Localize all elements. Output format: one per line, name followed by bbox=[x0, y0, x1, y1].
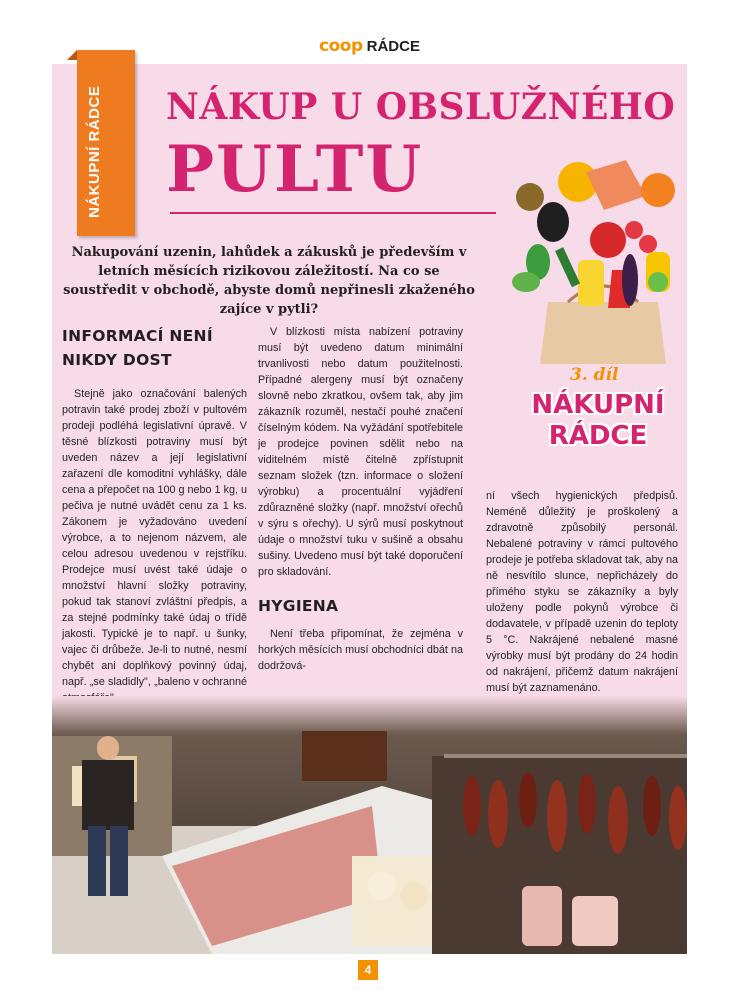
vegetable-bag-illustration bbox=[508, 152, 678, 366]
paragraph-hygiene-continued: ní všech hygienických předpisů. Neméně důležitý je proškolený a zdravotně způsobilý personál. Nebalené potraviny v rámci pultového prodeje je potřeba skladovat tak, aby na ně nesvítilo slunce, nepřicházely do přímého styku se zákazníky a byly uloženy podle pokynů výrobce či dodavatele, v případě uzenin do teploty 5 °C. Nakrájené nebalené masné výrobky musí být prodány do 24 hodin od nakrájení, přičemž datum nakrájení musí být zaznamenáno. bbox=[486, 490, 678, 694]
paragraph-hygiene-start: Není třeba připomínat, že zejména v horkých měsících musí obchodníci dbát na dodržová- bbox=[258, 628, 463, 672]
article-title-line1: NÁKUP U OBSLUŽNÉHO bbox=[166, 86, 676, 128]
ribbon-fold bbox=[67, 50, 77, 60]
title-divider bbox=[170, 212, 496, 214]
column-1 bbox=[62, 324, 247, 706]
page-number: 4 bbox=[358, 960, 378, 980]
series-badge bbox=[528, 390, 668, 452]
deli-counter-photo bbox=[52, 696, 687, 954]
article-title-line2: PULTU bbox=[166, 132, 424, 207]
paragraph-dates: V blízkosti místa nabízení potraviny musí být uvedeno datum minimální trvanlivosti nebo datum použitelnosti. Případné alergeny musí být označeny slovně nebo zkratkou, ovšem tak, aby jim zákazník rozuměl, nestačí pouhé značení číselným kódem. Na vyžádání spotřebitele je prodejce povinen sdělit nebo na viditelném místě čitelně zpřístupnit seznam složek (tzn. informace o složení výrobku) a procentuální vyjádření zdůrazněné složky (např. množství ořechů v sýru s ořechy). U sýrů musí poskytnout údaje o množství tuku v sušině a obsahu sušiny. Uvedeno musí být také doporučení pro skladování. bbox=[258, 326, 463, 578]
section-heading-hygiene: HYGIENA bbox=[258, 597, 339, 615]
series-badge-line1: NÁKUPNÍ bbox=[531, 390, 665, 420]
coop-logo: coop bbox=[319, 36, 363, 56]
column-2 bbox=[258, 324, 463, 674]
series-badge-line2: RÁDCE bbox=[548, 421, 648, 451]
ribbon-label: NÁKUPNÍ RÁDCE bbox=[86, 85, 103, 218]
episode-label: 3. díl bbox=[570, 365, 619, 385]
article-lead: Nakupování uzenin, lahůdek a zákusků je především v letních měsících rizikovou záležitostí. Na co se soustředit v obchodě, abyste domů nepřinesli zkaženého zajíce v pytli? bbox=[63, 245, 475, 317]
section-heading-information: INFORMACÍ NENÍ NIKDY DOST bbox=[62, 327, 213, 369]
section-name: RÁDCE bbox=[366, 38, 420, 55]
paragraph-information: Stejně jako označování balených potravin také prodej zboží v pultovém prodeji podléhá legislativní úpravě. V těsné blízkosti potraviny musí být uveden název a její legislativní zařazení dle komoditní vyhlášky, dále cena a přepočet na 100 g nebo 1 kg, u pečiva je nutné uvádět cenu za 1 ks. Zákonem je vyžadováno uvedení výrobce, a to nejenom názvem, ale celou adresou uvedenou v rejstříku. Prodejce musí uvést také údaje o množství hlavní složky potraviny, pokud tak stanoví zvláštní předpis, a za stejné podmínky také údaj o třídě jakosti. Typické je to např. u šunky, vajec či drůbeže. Je-li to nutné, nesmí chybět ani doplňkový povinný údaj, např. „se sladidly", „baleno v ochranné bbox=[62, 388, 247, 688]
column-3 bbox=[486, 488, 678, 696]
